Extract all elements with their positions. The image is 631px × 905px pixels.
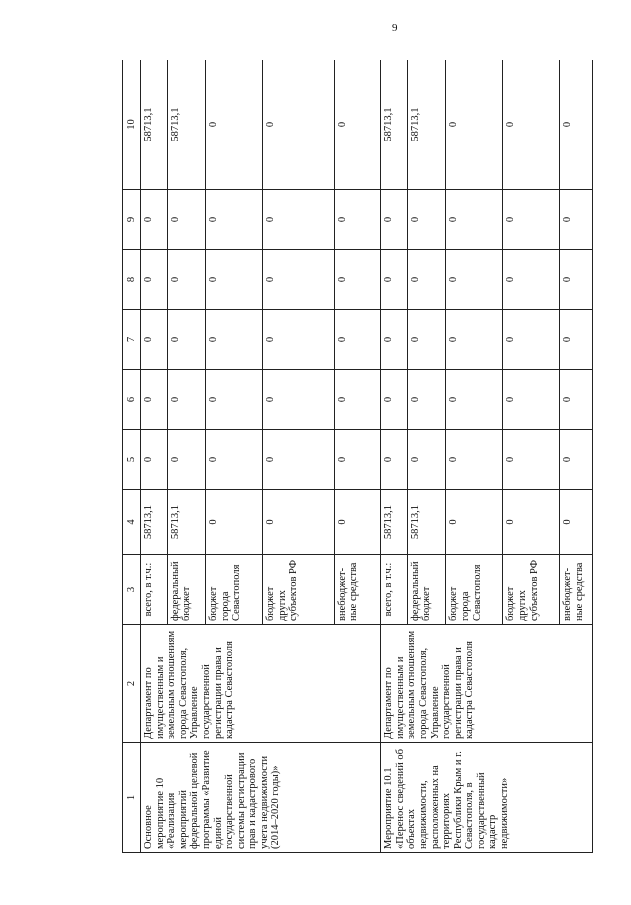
funding-source-cell: внебюджет-ные средства — [334, 555, 381, 625]
header-cell: 5 — [123, 430, 141, 490]
value-cell: 0 — [560, 310, 593, 370]
value-cell: 58713,1 — [141, 60, 167, 190]
value-cell: 0 — [206, 190, 263, 250]
value-cell: 58713,1 — [407, 60, 446, 190]
value-cell: 0 — [503, 310, 560, 370]
value-cell: 0 — [334, 490, 381, 555]
budget-table — [122, 60, 593, 853]
value-cell: 0 — [141, 430, 167, 490]
header-cell: 6 — [123, 370, 141, 430]
funding-source-cell: внебюджет-ные средства — [560, 555, 593, 625]
table-frame — [122, 60, 593, 853]
responsible-cell: Департамент по имущественным и земельным отношениям города Севастополя, Управление государственной регистрации права и кадастра Севастополя — [381, 625, 593, 743]
value-cell: 0 — [263, 490, 334, 555]
value-cell: 58713,1 — [381, 490, 407, 555]
funding-source-cell: всего, в т.ч.: — [381, 555, 407, 625]
value-cell: 0 — [381, 310, 407, 370]
value-cell: 0 — [141, 190, 167, 250]
value-cell: 0 — [503, 370, 560, 430]
value-cell: 0 — [503, 490, 560, 555]
value-cell: 0 — [381, 190, 407, 250]
value-cell: 0 — [206, 310, 263, 370]
value-cell: 0 — [503, 250, 560, 310]
value-cell: 0 — [334, 60, 381, 190]
value-cell: 0 — [560, 250, 593, 310]
value-cell: 0 — [446, 250, 503, 310]
value-cell: 0 — [446, 490, 503, 555]
value-cell: 0 — [407, 430, 446, 490]
header-cell: 7 — [123, 310, 141, 370]
value-cell: 0 — [141, 310, 167, 370]
value-cell: 0 — [263, 250, 334, 310]
value-cell: 58713,1 — [407, 490, 446, 555]
value-cell: 0 — [167, 310, 206, 370]
value-cell: 0 — [334, 370, 381, 430]
funding-source-cell: бюджет города Севастополя — [206, 555, 263, 625]
table-row — [141, 60, 167, 853]
value-cell: 0 — [263, 60, 334, 190]
value-cell: 0 — [407, 310, 446, 370]
value-cell: 0 — [263, 430, 334, 490]
value-cell: 0 — [381, 430, 407, 490]
value-cell: 0 — [560, 490, 593, 555]
header-cell: 9 — [123, 190, 141, 250]
value-cell: 0 — [381, 250, 407, 310]
value-cell: 58713,1 — [167, 490, 206, 555]
value-cell: 0 — [167, 250, 206, 310]
funding-source-cell: федеральный бюджет — [167, 555, 206, 625]
value-cell: 0 — [503, 430, 560, 490]
activity-name-cell: Основное мероприятие 10 «Реализация мероприятий федеральной целевой программы «Развитие единой государственной системы регистрации прав и кадастрового учета недвижимости (2014–2020 годы)» — [141, 743, 381, 853]
value-cell: 58713,1 — [381, 60, 407, 190]
header-cell: 1 — [123, 743, 141, 853]
funding-source-cell: бюджет других субъектов РФ — [503, 555, 560, 625]
value-cell: 0 — [167, 370, 206, 430]
header-cell: 3 — [123, 555, 141, 625]
value-cell: 0 — [560, 370, 593, 430]
value-cell: 0 — [141, 370, 167, 430]
value-cell: 58713,1 — [167, 60, 206, 190]
value-cell: 0 — [407, 190, 446, 250]
value-cell: 0 — [446, 190, 503, 250]
value-cell: 0 — [334, 310, 381, 370]
value-cell: 0 — [334, 250, 381, 310]
value-cell: 58713,1 — [141, 490, 167, 555]
value-cell: 0 — [503, 60, 560, 190]
value-cell: 0 — [503, 190, 560, 250]
value-cell: 0 — [263, 190, 334, 250]
header-cell: 2 — [123, 625, 141, 743]
table-row — [381, 60, 407, 853]
value-cell: 0 — [446, 370, 503, 430]
value-cell: 0 — [560, 60, 593, 190]
funding-source-cell: бюджет города Севастополя — [446, 555, 503, 625]
header-cell: 8 — [123, 250, 141, 310]
value-cell: 0 — [263, 310, 334, 370]
page-number: 9 — [392, 22, 398, 34]
value-cell: 0 — [206, 250, 263, 310]
value-cell: 0 — [206, 490, 263, 555]
value-cell: 0 — [560, 430, 593, 490]
value-cell: 0 — [167, 190, 206, 250]
value-cell: 0 — [334, 190, 381, 250]
value-cell: 0 — [206, 60, 263, 190]
funding-source-cell: бюджет других субъектов РФ — [263, 555, 334, 625]
value-cell: 0 — [206, 430, 263, 490]
value-cell: 0 — [446, 60, 503, 190]
value-cell: 0 — [560, 190, 593, 250]
header-cell: 4 — [123, 490, 141, 555]
header-cell: 10 — [123, 60, 141, 190]
rotated-table-container — [122, 60, 593, 853]
value-cell: 0 — [407, 370, 446, 430]
value-cell: 0 — [167, 430, 206, 490]
activity-name-cell: Мероприятие 10.1 «Перенос сведений об объектах недвижимости, расположенных на территориях Республики Крым и г. Севастополя, в государственный кадастр недвижимости» — [381, 743, 593, 853]
value-cell: 0 — [407, 250, 446, 310]
funding-source-cell: всего, в т.ч.: — [141, 555, 167, 625]
value-cell: 0 — [381, 370, 407, 430]
value-cell: 0 — [141, 250, 167, 310]
value-cell: 0 — [446, 430, 503, 490]
value-cell: 0 — [334, 430, 381, 490]
value-cell: 0 — [206, 370, 263, 430]
responsible-cell: Департамент по имущественным и земельным отношениям города Севастополя, Управление государственной регистрации права и кадастра Севастополя — [141, 625, 381, 743]
value-cell: 0 — [263, 370, 334, 430]
funding-source-cell: федеральный бюджет — [407, 555, 446, 625]
header-row — [123, 60, 141, 853]
value-cell: 0 — [446, 310, 503, 370]
